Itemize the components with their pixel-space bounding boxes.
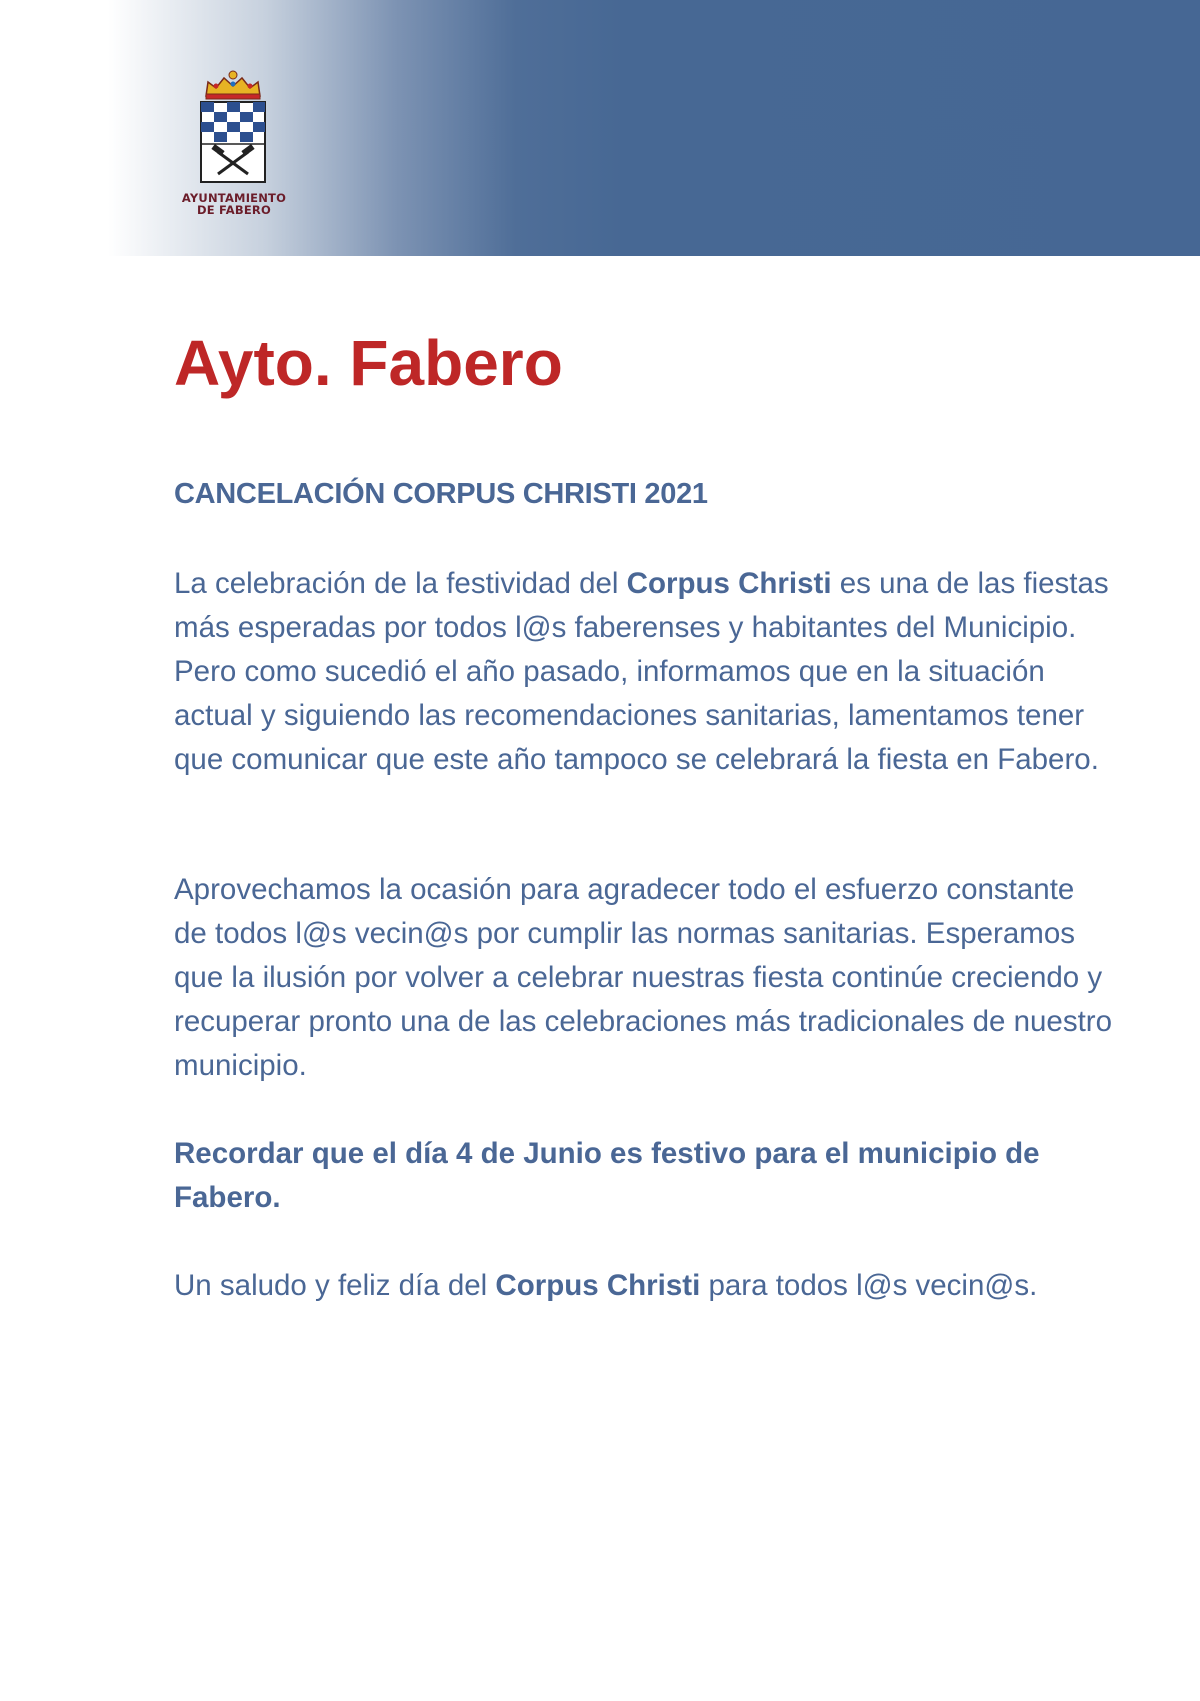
logo-caption-line2: DE FABERO — [197, 203, 271, 217]
municipal-coat-of-arms-logo — [172, 70, 296, 220]
paragraph-holiday-reminder: Recordar que el día 4 de Junio es festivo para el municipio de Fabero. — [174, 1137, 1040, 1214]
notice-heading: CANCELACIÓN CORPUS CHRISTI 2021 — [174, 478, 708, 510]
paragraph-thanks: Aprovechamos la ocasión para agradecer todo el esfuerzo constante de todos l@s vecin@s por cumplir las normas sanitarias. Esperamos que la ilusión por volver a celebrar nuestras fiesta continúe creciendo y recuperar pronto una de las celebraciones más tradicionales de nuestro municipio. — [174, 873, 1112, 1082]
paragraph-announcement-text-end: es una de las fiestas más esperadas por todos l@s faberenses y habitantes del Municipio. Pero como sucedió el año pasado, informamos que en la situación actual y siguiendo las recomendaciones sanitarias, lamentamos tener que comunicar que este año tampoco se celebrará la fiesta en Fabero. — [174, 567, 1109, 776]
paragraph-announcement-text-start: La celebración de la festividad del — [174, 567, 627, 600]
notice-content — [174, 320, 1114, 1302]
paragraph-greeting-text-start: Un saludo y feliz día del — [174, 1269, 496, 1302]
paragraph-announcement-bold: Corpus Christi — [626, 567, 832, 600]
paragraph-greeting-text-end: para todos l@s vecin@s. — [700, 1269, 1038, 1302]
paragraph-greeting — [174, 1264, 1114, 1308]
paragraph-announcement — [174, 562, 1114, 782]
logo-caption — [172, 192, 296, 216]
coat-of-arms-icon — [198, 70, 268, 188]
document-title: Ayto. Fabero — [174, 327, 563, 399]
logo-caption-line1: AYUNTAMIENTO — [181, 191, 287, 205]
paragraph-greeting-bold: Corpus Christi — [495, 1269, 701, 1302]
